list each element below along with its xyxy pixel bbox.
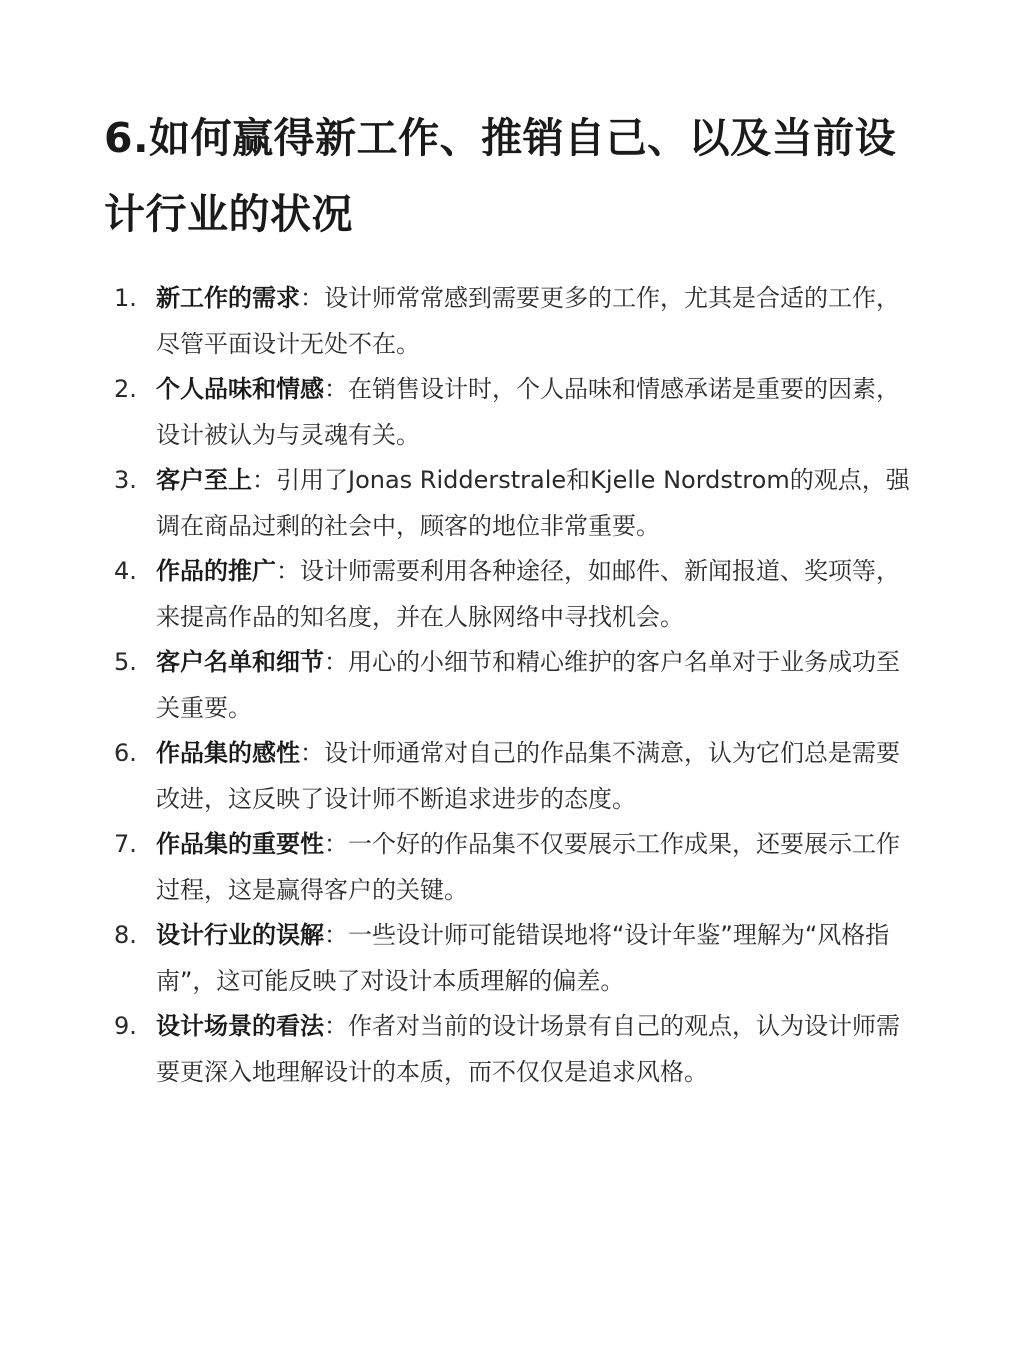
item-term: 设计行业的误解 [156,921,324,949]
list-item [104,731,914,822]
list-item [104,458,914,549]
item-number: 9. [114,1012,137,1040]
item-separator: ： [324,375,348,403]
item-number: 8. [114,921,137,949]
item-text: 一个好的作品集不仅要展示工作成果，还要展示工作过程，这是赢得客户的关键。 [156,830,900,904]
item-text: 作者对当前的设计场景有自己的观点，认为设计师需要更深入地理解设计的本质，而不仅仅是追求风格。 [156,1012,900,1086]
list-item [104,549,914,640]
list-item [104,276,914,367]
item-text: 用心的小细节和精心维护的客户名单对于业务成功至关重要。 [156,648,900,722]
item-separator: ： [324,1012,348,1040]
list-item [104,640,914,731]
item-separator: ： [300,739,324,767]
item-term: 作品的推广 [156,557,276,585]
item-term: 作品集的重要性 [156,830,324,858]
item-separator: ： [300,284,324,312]
list-item [104,367,914,458]
item-text: 引用了Jonas Ridderstrale和Kjelle Nordstrom的观点，强调在商品过剩的社会中，顾客的地位非常重要。 [156,466,910,540]
item-text: 在销售设计时，个人品味和情感承诺是重要的因素，设计被认为与灵魂有关。 [156,375,900,449]
list-item [104,822,914,913]
item-text: 设计师需要利用各种途径，如邮件、新闻报道、奖项等，来提高作品的知名度，并在人脉网络中寻找机会。 [156,557,900,631]
item-separator: ： [324,921,348,949]
item-separator: ： [324,648,348,676]
item-number: 4. [114,557,137,585]
item-number: 7. [114,830,137,858]
item-number: 6. [114,739,137,767]
item-term: 新工作的需求 [156,284,300,312]
point-list [104,276,914,1095]
item-number: 3. [114,466,137,494]
list-item [104,913,914,1004]
item-separator: ： [276,557,300,585]
item-term: 个人品味和情感 [156,375,324,403]
item-number: 5. [114,648,137,676]
article-title: 6.如何赢得新工作、推销自己、以及当前设计行业的状况 [104,114,897,238]
item-separator: ： [252,466,276,494]
item-separator: ： [324,830,348,858]
item-term: 客户名单和细节 [156,648,324,676]
item-term: 作品集的感性 [156,739,300,767]
item-number: 2. [114,375,137,403]
item-term: 设计场景的看法 [156,1012,324,1040]
item-text: 一些设计师可能错误地将“设计年鉴”理解为“风格指南”，这可能反映了对设计本质理解的偏差。 [156,921,890,995]
item-text: 设计师通常对自己的作品集不满意，认为它们总是需要改进，这反映了设计师不断追求进步的态度。 [156,739,900,813]
item-term: 客户至上 [156,466,252,494]
item-number: 1. [114,284,137,312]
item-text: 设计师常常感到需要更多的工作，尤其是合适的工作，尽管平面设计无处不在。 [156,284,900,358]
list-item [104,1004,914,1095]
